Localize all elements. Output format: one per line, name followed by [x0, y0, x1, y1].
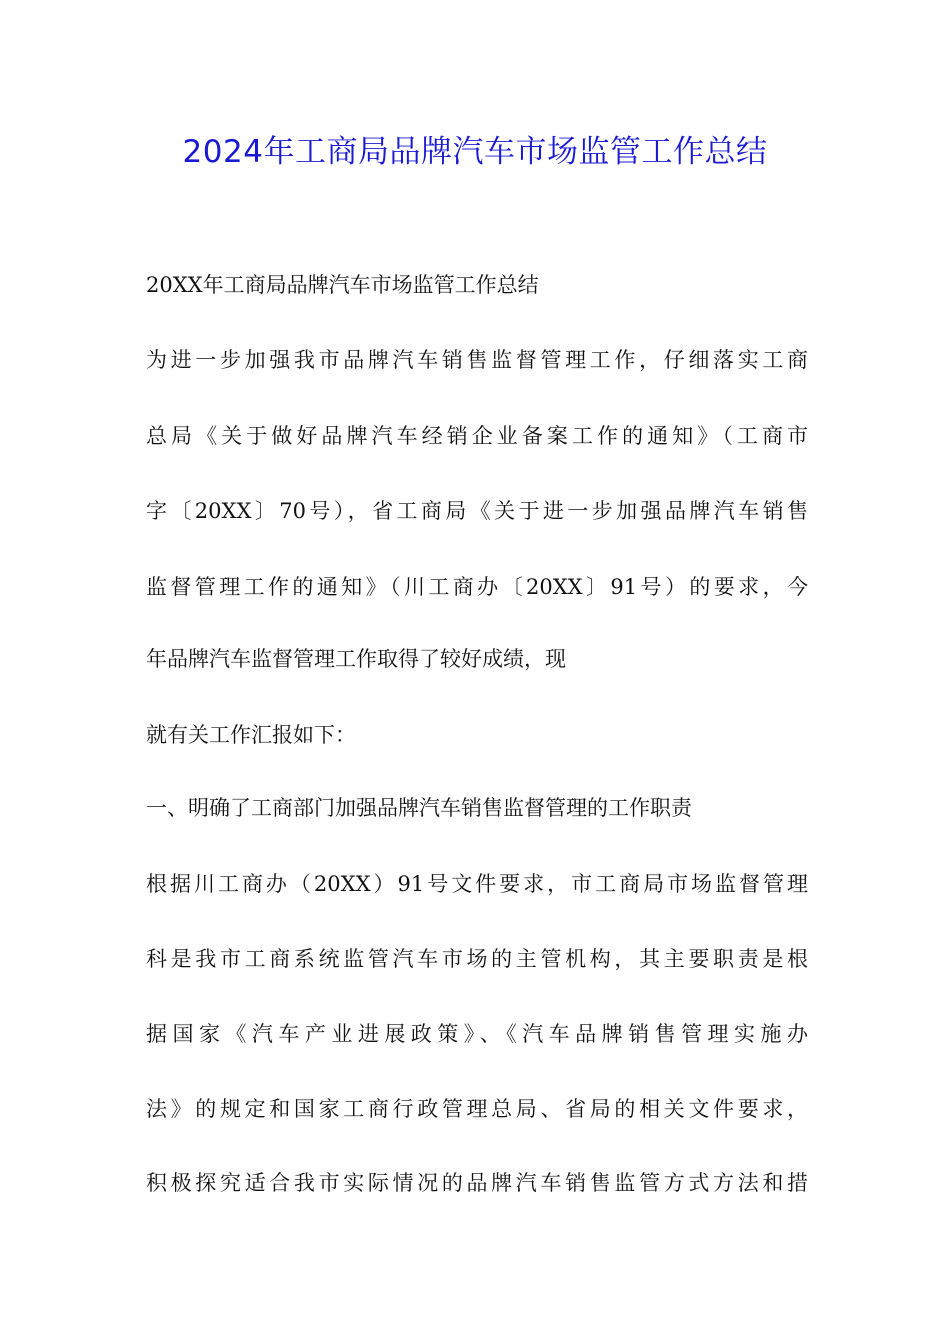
section-heading: 一、明确了工商部门加强品牌汽车销售监督管理的工作职责 — [146, 796, 692, 820]
paragraph-line: 法》的规定和国家工商行政管理总局、省局的相关文件要求， — [146, 1097, 808, 1121]
document-title: 2024年工商局品牌汽车市场监管工作总结 — [182, 134, 768, 170]
paragraph-line: 年品牌汽车监督管理工作取得了较好成绩，现 — [146, 647, 566, 671]
paragraph-line: 20XX年工商局品牌汽车市场监管工作总结 — [146, 273, 539, 297]
paragraph-line: 监督管理工作的通知》（川工商办〔20XX〕91号）的要求，今 — [146, 575, 808, 599]
paragraph-line: 总局《关于做好品牌汽车经销企业备案工作的通知》（工商市 — [146, 424, 808, 448]
paragraph-line: 据国家《汽车产业进展政策》、《汽车品牌销售管理实施办 — [146, 1022, 808, 1046]
paragraph-line: 科是我市工商系统监管汽车市场的主管机构，其主要职责是根 — [146, 947, 808, 971]
paragraph-line: 根据川工商办（20XX）91号文件要求，市工商局市场监督管理 — [146, 872, 808, 896]
paragraph-line: 字〔20XX〕70号），省工商局《关于进一步加强品牌汽车销售 — [146, 499, 808, 523]
paragraph-line: 就有关工作汇报如下： — [146, 723, 356, 747]
paragraph-line: 为进一步加强我市品牌汽车销售监督管理工作，仔细落实工商 — [146, 348, 808, 372]
paragraph-line: 积极探究适合我市实际情况的品牌汽车销售监管方式方法和措 — [146, 1171, 808, 1195]
